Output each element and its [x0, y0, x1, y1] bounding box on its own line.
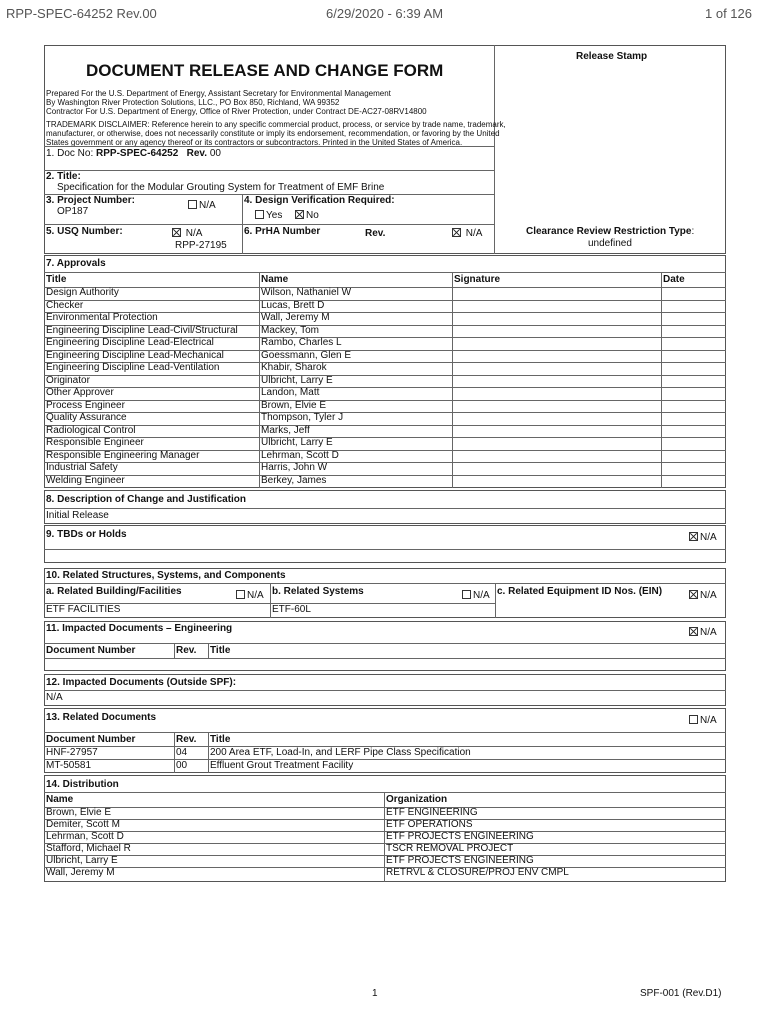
s13-row2-rev: 00: [176, 760, 188, 771]
approval-title: Engineering Discipline Lead-Ventilation: [46, 362, 220, 373]
section13-na-checkbox[interactable]: [689, 715, 698, 724]
s13-col-doc: Document Number: [46, 734, 136, 745]
section9-frame: [44, 525, 726, 563]
distribution-org: ETF OPERATIONS: [386, 819, 473, 830]
form-title: DOCUMENT RELEASE AND CHANGE FORM: [86, 61, 444, 80]
related-systems-na[interactable]: N/A: [462, 590, 490, 603]
approval-name: Harris, John W: [261, 462, 328, 473]
project-number-label: 3. Project Number:: [46, 195, 135, 206]
approval-title: Engineering Discipline Lead-Civil/Structural: [46, 324, 238, 336]
approval-name: Ulbricht, Larry E: [261, 374, 333, 386]
distribution-name: Demiter, Scott M: [46, 819, 120, 830]
approval-title: Welding Engineer: [46, 474, 125, 486]
related-systems-value: ETF-60L: [272, 604, 311, 615]
disclaimer-line-1: TRADEMARK DISCLAIMER: Reference herein to any specific commercial product, process, or service by trade name, trademark,: [46, 120, 506, 129]
related-buildings-na[interactable]: N/A: [236, 590, 264, 603]
s13-row1-title: 200 Area ETF, Load-In, and LERF Pipe Class Specification: [210, 747, 471, 758]
approval-title: Engineering Discipline Lead-Mechanical: [46, 349, 224, 361]
approval-title: Checker: [46, 299, 84, 311]
prepared-line-3: Contractor For U.S. Department of Energy, Office of River Protection, under Contract DE-AC27-08RV14800: [46, 107, 427, 116]
prepared-line-1: Prepared For the U.S. Department of Energy, Assistant Secretary for Environmental Management: [46, 89, 391, 98]
s14-col-name: Name: [46, 794, 74, 805]
prha-rev: Rev.: [365, 228, 386, 239]
distribution-org: TSCR REMOVAL PROJECT: [386, 843, 514, 854]
related-equipment-na-checkbox[interactable]: [689, 590, 698, 599]
approval-name: Mackey, Tom: [261, 324, 319, 336]
approval-title: Process Engineer: [46, 399, 125, 411]
col-signature: Signature: [454, 274, 501, 285]
approval-title: Industrial Safety: [46, 462, 118, 473]
approval-name: Landon, Matt: [261, 387, 320, 398]
approval-name: Khabir, Sharok: [261, 362, 327, 373]
distribution-name: Lehrman, Scott D: [46, 831, 124, 842]
header-datetime: 6/29/2020 - 6:39 AM: [326, 6, 444, 21]
header-page-count: 1 of 126: [705, 6, 752, 21]
col-name: Name: [261, 274, 289, 285]
clearance-value: undefined: [588, 238, 632, 249]
s13-row1-doc: HNF-27957: [46, 747, 98, 758]
design-verification-label: 4. Design Verification Required:: [244, 195, 395, 206]
usq-na[interactable]: N/A: [172, 228, 202, 241]
related-equipment-na[interactable]: N/A: [689, 590, 717, 603]
s14-col-org: Organization: [386, 794, 448, 805]
approval-name: Berkey, James: [261, 474, 327, 486]
header-doc-id: RPP-SPEC-64252 Rev.00: [6, 6, 157, 21]
approval-name: Wilson, Nathaniel W: [261, 287, 352, 298]
yes-checkbox[interactable]: [255, 210, 264, 219]
design-verification-yes[interactable]: Yes: [255, 210, 282, 223]
s13-col-rev: Rev.: [176, 734, 197, 745]
title-field-value: Specification for the Modular Grouting System for Treatment of EMF Brine: [57, 182, 385, 193]
s13-row2-title: Effluent Grout Treatment Facility: [210, 760, 354, 771]
section13-label: 13. Related Documents: [46, 712, 157, 723]
release-stamp-label: Release Stamp: [576, 51, 648, 62]
approvals-label: 7. Approvals: [46, 258, 106, 269]
approval-title: Responsible Engineering Manager: [46, 449, 200, 461]
approval-title: Other Approver: [46, 387, 114, 398]
disclaimer-line-2: manufacturer, or otherwise, does not necessarily constitute or imply its endorsement, recommendation, or favoring by the United: [46, 129, 500, 138]
section11-na[interactable]: N/A: [689, 627, 717, 640]
project-number-na-checkbox[interactable]: [188, 200, 197, 209]
section10-label: 10. Related Structures, Systems, and Components: [46, 570, 286, 581]
title-field-label: 2. Title:: [46, 171, 81, 182]
section8-label: 8. Description of Change and Justification: [46, 494, 247, 505]
s11-col-doc: Document Number: [46, 645, 136, 656]
approval-name: Lehrman, Scott D: [261, 449, 339, 461]
approval-name: Thompson, Tyler J: [261, 412, 344, 423]
distribution-name: Ulbricht, Larry E: [46, 855, 118, 866]
prha-na[interactable]: N/A: [452, 228, 482, 241]
footer-page-number: 1: [372, 988, 378, 999]
approval-name: Brown, Elvie E: [261, 399, 327, 411]
section14-label: 14. Distribution: [46, 779, 119, 790]
approval-title: Originator: [46, 374, 90, 386]
prha-na-checkbox[interactable]: [452, 228, 461, 237]
approval-name: Ulbricht, Larry E: [261, 437, 333, 448]
distribution-org: RETRVL & CLOSURE/PROJ ENV CMPL: [386, 867, 569, 878]
s13-row1-rev: 04: [176, 747, 188, 758]
section9-na-checkbox[interactable]: [689, 532, 698, 541]
section9-na[interactable]: N/A: [689, 532, 717, 545]
distribution-org: ETF PROJECTS ENGINEERING: [386, 855, 534, 866]
related-equipment-label: c. Related Equipment ID Nos. (EIN): [497, 586, 663, 597]
approval-title: Quality Assurance: [46, 412, 127, 423]
prepared-line-2: By Washington River Protection Solutions, LLC., PO Box 850, Richland, WA 99352: [46, 98, 340, 107]
approval-name: Rambo, Charles L: [261, 337, 342, 348]
no-checkbox[interactable]: [295, 210, 304, 219]
section11-label: 11. Impacted Documents – Engineering: [46, 623, 233, 634]
distribution-org: ETF PROJECTS ENGINEERING: [386, 831, 534, 842]
related-systems-label: b. Related Systems: [272, 586, 364, 597]
clearance-label: Clearance Review Restriction Type:: [526, 226, 695, 237]
approval-name: Wall, Jeremy M: [261, 312, 330, 323]
design-verification-no[interactable]: No: [295, 210, 319, 223]
prha-label: 6. PrHA Number: [244, 226, 321, 237]
related-systems-na-checkbox[interactable]: [462, 590, 471, 599]
approval-title: Radiological Control: [46, 424, 136, 436]
s13-row2-doc: MT-50581: [46, 760, 92, 771]
related-buildings-label: a. Related Building/Facilities: [46, 586, 182, 597]
approval-name: Goessmann, Glen E: [261, 349, 352, 361]
section12-label: 12. Impacted Documents (Outside SPF):: [46, 677, 237, 688]
approval-title: Environmental Protection: [46, 312, 158, 323]
approval-title: Design Authority: [46, 287, 119, 298]
usq-value: RPP-27195: [175, 240, 227, 251]
approval-title: Engineering Discipline Lead-Electrical: [46, 337, 214, 348]
col-title: Title: [46, 274, 67, 285]
project-number-na[interactable]: N/A: [188, 200, 216, 213]
section9-label: 9. TBDs or Holds: [46, 529, 127, 540]
s13-col-title: Title: [210, 734, 231, 745]
usq-na-checkbox[interactable]: [172, 228, 181, 237]
s11-col-title: Title: [210, 645, 231, 656]
section12-value: N/A: [46, 692, 63, 703]
s11-col-rev: Rev.: [176, 645, 197, 656]
project-number-value: OP187: [57, 206, 89, 217]
section11-na-checkbox[interactable]: [689, 627, 698, 636]
footer-form-id: SPF-001 (Rev.D1): [640, 988, 722, 999]
col-date: Date: [663, 274, 685, 285]
approval-title: Responsible Engineer: [46, 437, 144, 448]
distribution-name: Wall, Jeremy M: [46, 867, 115, 878]
distribution-name: Brown, Elvie E: [46, 807, 112, 818]
distribution-name: Stafford, Michael R: [46, 843, 131, 854]
section13-na[interactable]: N/A: [689, 715, 717, 728]
distribution-org: ETF ENGINEERING: [386, 807, 478, 818]
approval-name: Lucas, Brett D: [261, 299, 325, 311]
related-buildings-na-checkbox[interactable]: [236, 590, 245, 599]
doc-no-field: 1. Doc No: RPP-SPEC-64252 Rev. 00: [46, 148, 221, 159]
section8-value: Initial Release: [46, 510, 109, 521]
disclaimer-line-3: States government or any agency thereof or its contractors or subcontractors. Printed in the United States of America.: [46, 138, 463, 147]
approval-name: Marks, Jeff: [261, 424, 310, 436]
usq-label: 5. USQ Number:: [46, 226, 123, 237]
related-buildings-value: ETF FACILITIES: [46, 604, 121, 615]
